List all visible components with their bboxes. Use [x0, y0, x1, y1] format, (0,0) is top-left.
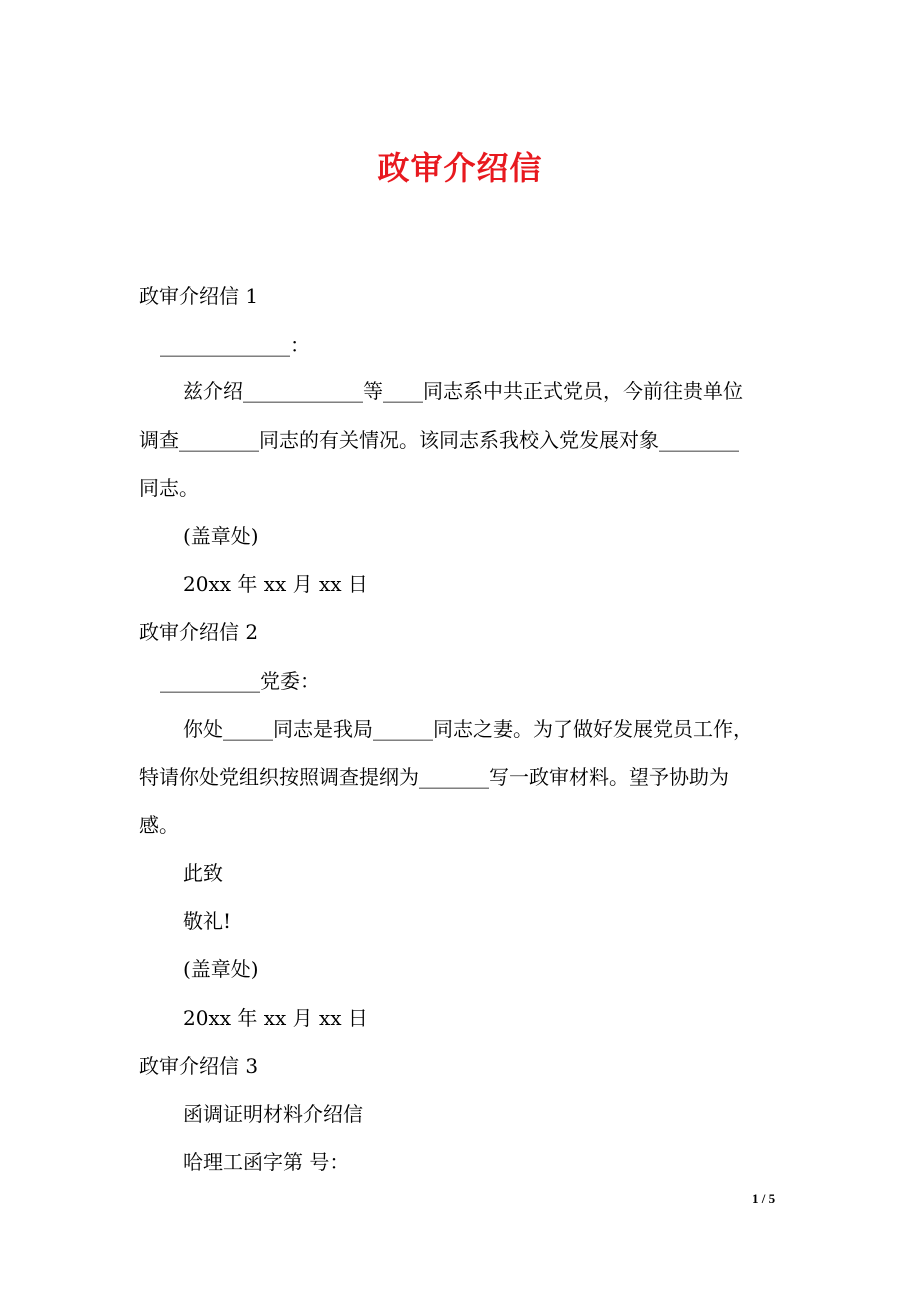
- date-line-1: 20xx 年 xx 月 xx 日: [183, 572, 368, 596]
- seal-placeholder-2: (盖章处): [183, 957, 259, 981]
- body-paragraph-2-line-1: 你处_____同志是我局______同志之妻。为了做好发展党员工作，: [183, 717, 753, 741]
- closing-line: 此致: [183, 861, 223, 885]
- salutation-line: 敬礼!: [183, 909, 232, 933]
- reference-number-line: 哈理工函字第 号：: [183, 1150, 350, 1174]
- body-paragraph-2-line-3: 感。: [139, 813, 179, 837]
- document-title: 政审介绍信: [377, 149, 543, 187]
- recipient-line-2: __________党委：: [160, 669, 320, 693]
- body-paragraph-2-line-2: 特请你处党组织按照调查提纲为_______写一政审材料。望予协助为: [139, 765, 729, 789]
- page-number: 1 / 5: [752, 1191, 776, 1206]
- date-line-2: 20xx 年 xx 月 xx 日: [183, 1006, 368, 1030]
- recipient-line-1: _____________：: [160, 333, 310, 357]
- body-paragraph-1-line-2: 调查________同志的有关情况。该同志系我校入党发展对象________: [139, 428, 739, 452]
- section-heading-1: 政审介绍信 1: [139, 284, 259, 308]
- letter-subtitle: 函调证明材料介绍信: [183, 1102, 363, 1126]
- section-heading-3: 政审介绍信 3: [139, 1054, 259, 1078]
- body-paragraph-1-line-1: 兹介绍____________等____同志系中共正式党员，今前往贵单位: [183, 379, 743, 403]
- body-paragraph-1-line-3: 同志。: [139, 476, 199, 500]
- seal-placeholder-1: (盖章处): [183, 524, 259, 548]
- section-heading-2: 政审介绍信 2: [139, 620, 259, 644]
